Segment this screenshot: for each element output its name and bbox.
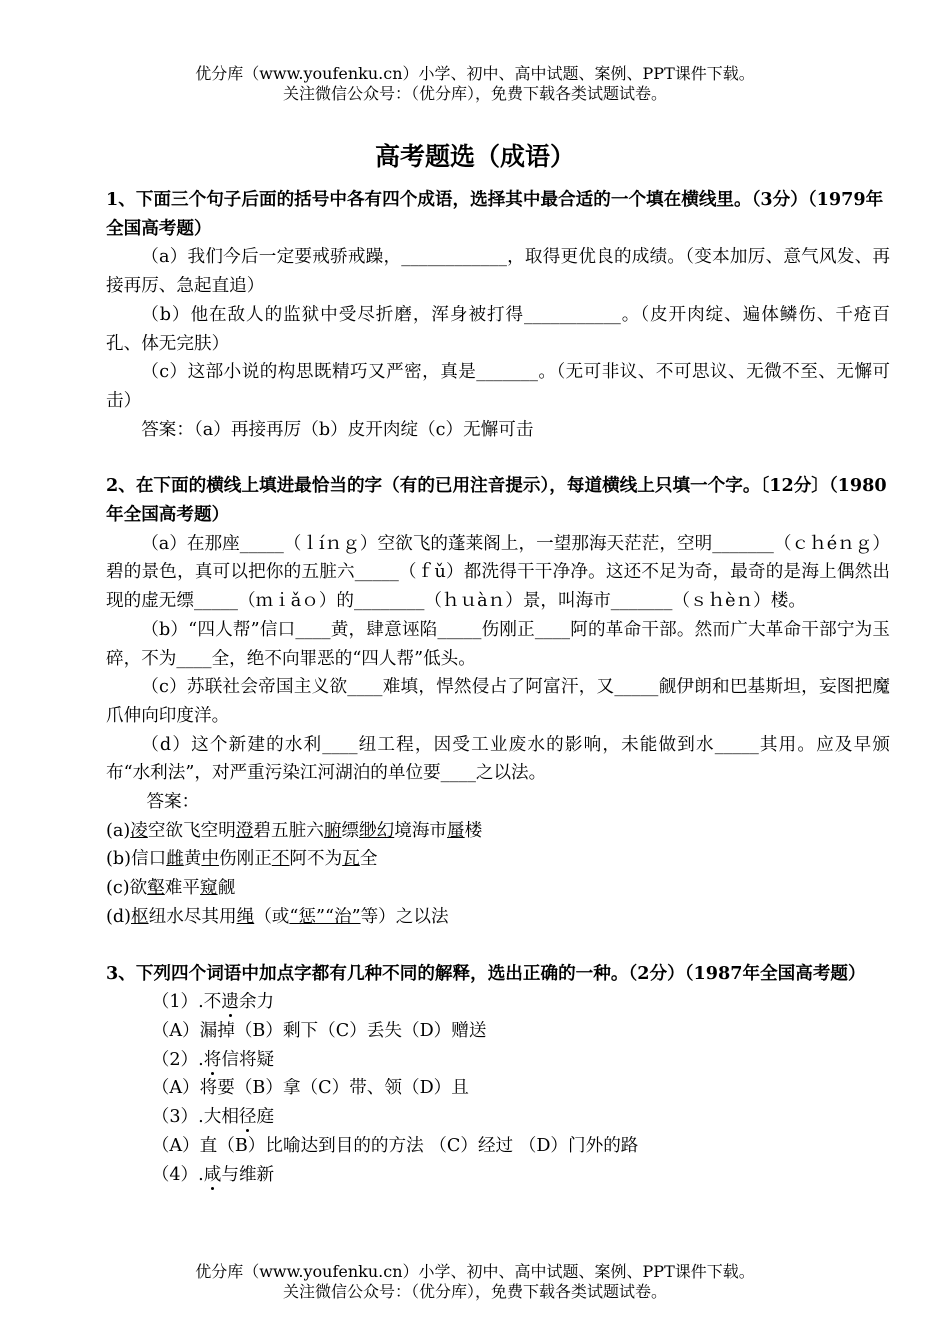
question-2-answer-b: (b)信口雌黄中伤刚正不阿不为瓦全 [106,849,378,870]
header-line-1: 优分库（www.youfenku.cn）小学、初中、高中试题、案例、PPT课件下载。 [195,64,755,83]
dotted-character: 将 [203,1049,222,1070]
question-1-item-a: （a）我们今后一定要戒骄戒躁，____________，取得更优良的成绩。（变本加厉、意气风发、再接再厉、急起直追） [106,247,890,297]
dotted-character: 径 [238,1107,257,1128]
dotted-character: 遗 [221,992,239,1013]
page-header [0,64,950,104]
footer-line-1: 优分库（www.youfenku.cn）小学、初中、高中试题、案例、PPT课件下载。 [195,1262,755,1281]
question-2-item-d: （d）这个新建的水利____纽工程，因受工业废水的影响，未能做到水_____其用。应及早颁布“水利法”，对严重污染江河湖泊的单位要____之以法。 [106,734,890,784]
question-2-item-b: （b）“四人帮”信口____黄，肆意诬陷_____伤刚正____阿的革命干部。然而广大革命干部宁为玉碎，不为____全，绝不向罪恶的“四人帮”低头。 [106,619,890,669]
question-3-item-4: （4）.咸与维新 [151,1164,275,1185]
question-1-item-c: （c）这部小说的构思既精巧又严密，真是_______。（无可非议、不可思议、无微不至、无懈可击） [106,362,890,411]
question-3-item-1: （1）.不遗余力 [151,992,275,1013]
question-3-options-1: （A）漏掉（B）剩下（C）丢失（D）赠送 [151,1020,487,1041]
question-2-answer-a: (a)凌空欲飞空明澄碧五脏六腑缥缈幻境海市蜃楼 [106,820,483,841]
question-2-answer-label: 答案： [146,792,200,813]
question-3-options-3: （A）直（B）比喻达到目的的方法 （C）经过 （D）门外的路 [151,1135,639,1156]
question-2-answer-c: (c)欲壑难平窥觎 [106,878,236,899]
document-body [106,186,890,1189]
question-3-stem: 3、下列四个词语中加点字都有几种不同的解释，选出正确的一种。（2分）（1987年全国高考题） [106,962,866,984]
header-line-2: 关注微信公众号：（优分库），免费下载各类试题试卷。 [282,84,667,103]
question-3-item-2: （2）.将信将疑 [151,1049,275,1070]
question-2-item-a: （a）在那座_____（ｌíｎｇ）空欲飞的蓬莱阁上，一望那海天茫茫，空明_______（ｃｈéｎｇ）碧的景色，真可以把你的五脏六_____（ｆǔ）都洗得干干净净。这还不足为奇，最奇的是海上偶然出现的虚无缥_____（ｍｉǎｏ）的________（ｈｕàｎ）景，叫海市_______（ｓｈèｎ）楼。 [106,533,890,612]
question-2-stem: 2、在下面的横线上填进最恰当的字（有的已用注音提示），每道横线上只填一个字。〔12分〕（1980年全国高考题） [106,475,887,526]
question-2-answer-d: (d)枢纽水尽其用绳（或“惩”“治”等）之以法 [106,906,449,927]
question-1-answer: 答案：（a）再接再厉（b）皮开肉绽（c）无懈可击 [141,419,534,440]
question-3-item-3: （3）.大相径庭 [151,1107,275,1128]
page-title: 高考题选（成语） [374,142,575,171]
footer-line-2: 关注微信公众号：（优分库），免费下载各类试题试卷。 [282,1282,667,1301]
dotted-character: 咸 [203,1164,222,1185]
page-footer [0,1262,950,1302]
question-1-stem: 1、下面三个句子后面的括号中各有四个成语，选择其中最合适的一个填在横线里。（3分）（1979年全国高考题） [106,189,884,239]
question-1-item-b: （b）他在敌人的监狱中受尽折磨，浑身被打得___________。（皮开肉绽、遍体鳞伤、千疮百孔、体无完肤） [106,304,890,354]
question-3-options-2: （A）将要（B）拿（C）带、领（D）且 [151,1078,469,1099]
question-2-item-c: （c）苏联社会帝国主义欲____难填，悍然侵占了阿富汗，又_____觎伊朗和巴基斯坦，妄图把魔爪伸向印度洋。 [106,677,890,726]
